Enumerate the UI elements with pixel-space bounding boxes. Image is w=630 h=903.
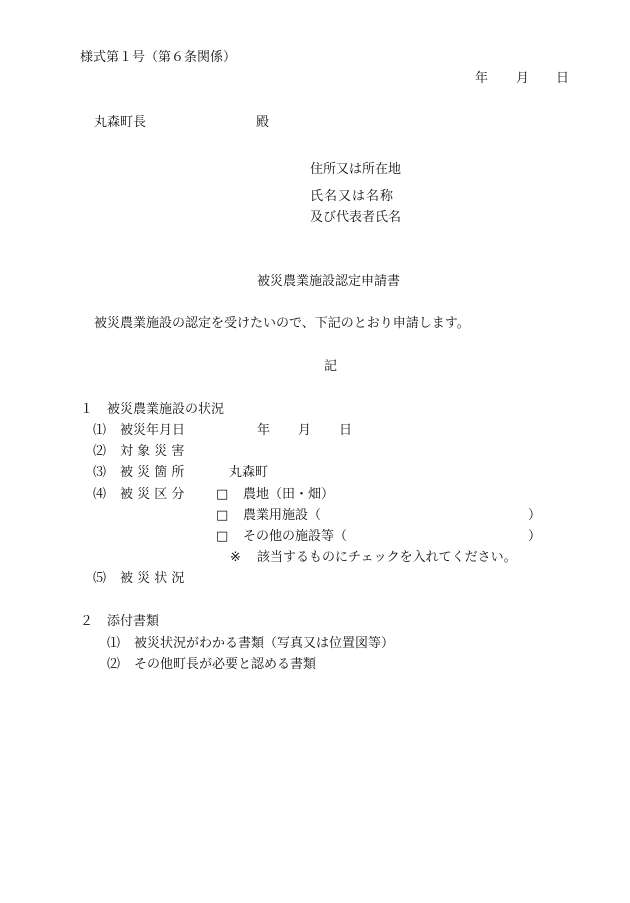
item-location-value: 丸森町 [229,465,269,480]
addressee-name: 丸森町長 [94,115,147,130]
item-category-number: ⑷ [93,487,107,502]
item-category-label: 被 災 区 分 [120,487,185,502]
section1-heading: 被災農業施設の状況 [107,402,225,417]
applicant-name-label: 氏名又は名称 [310,189,395,204]
item-status-number: ⑸ [93,571,107,586]
document-title: 被災農業施設認定申請書 [257,274,401,289]
section1-number: １ [80,402,94,417]
attachment-1-number: ⑴ [107,636,121,651]
intro-text: 被災農業施設の認定を受けたいので、下記のとおり申請します。 [94,316,470,331]
item-date-month: 月 [298,423,312,438]
applicant-address-label: 住所又は所在地 [310,162,402,177]
date-day-label: 日 [556,71,570,86]
ki-marker: 記 [324,359,338,374]
item-disaster-label: 対 象 災 害 [120,444,185,459]
attachment-2-text: その他町長が必要と認める書類 [134,657,317,672]
section2-number: ２ [80,614,94,629]
category-option-other: その他の施設等（ [243,529,348,544]
applicant-representative-label: 及び代表者氏名 [310,210,402,225]
category-option-facility-close: ） [528,508,542,523]
category-checkbox-farmland[interactable]: □ [216,487,229,502]
category-note: 該当するものにチェックを入れてください。 [257,550,517,565]
addressee-honorific: 殿 [256,115,270,130]
item-disaster-number: ⑵ [93,444,107,459]
item-location-label: 被 災 箇 所 [120,465,185,480]
item-date-number: ⑴ [93,423,107,438]
category-checkbox-other[interactable]: □ [216,529,229,544]
category-option-facility: 農業用施設（ [243,508,322,523]
category-option-other-close: ） [528,529,542,544]
attachment-1-text: 被災状況がわかる書類（写真又は位置図等） [134,636,395,651]
item-date-label: 被災年月日 [120,423,186,438]
item-date-day: 日 [339,423,353,438]
date-month-label: 月 [516,71,530,86]
category-note-mark: ※ [230,550,241,565]
item-location-number: ⑶ [93,465,107,480]
date-year-label: 年 [475,71,489,86]
item-date-year: 年 [257,423,271,438]
attachment-2-number: ⑵ [107,657,121,672]
item-status-label: 被 災 状 況 [120,571,185,586]
section2-heading: 添付書類 [107,614,160,629]
category-option-farmland: 農地（田・畑） [243,487,335,502]
category-checkbox-facility[interactable]: □ [216,508,229,523]
form-number: 様式第１号（第６条関係） [80,50,237,65]
